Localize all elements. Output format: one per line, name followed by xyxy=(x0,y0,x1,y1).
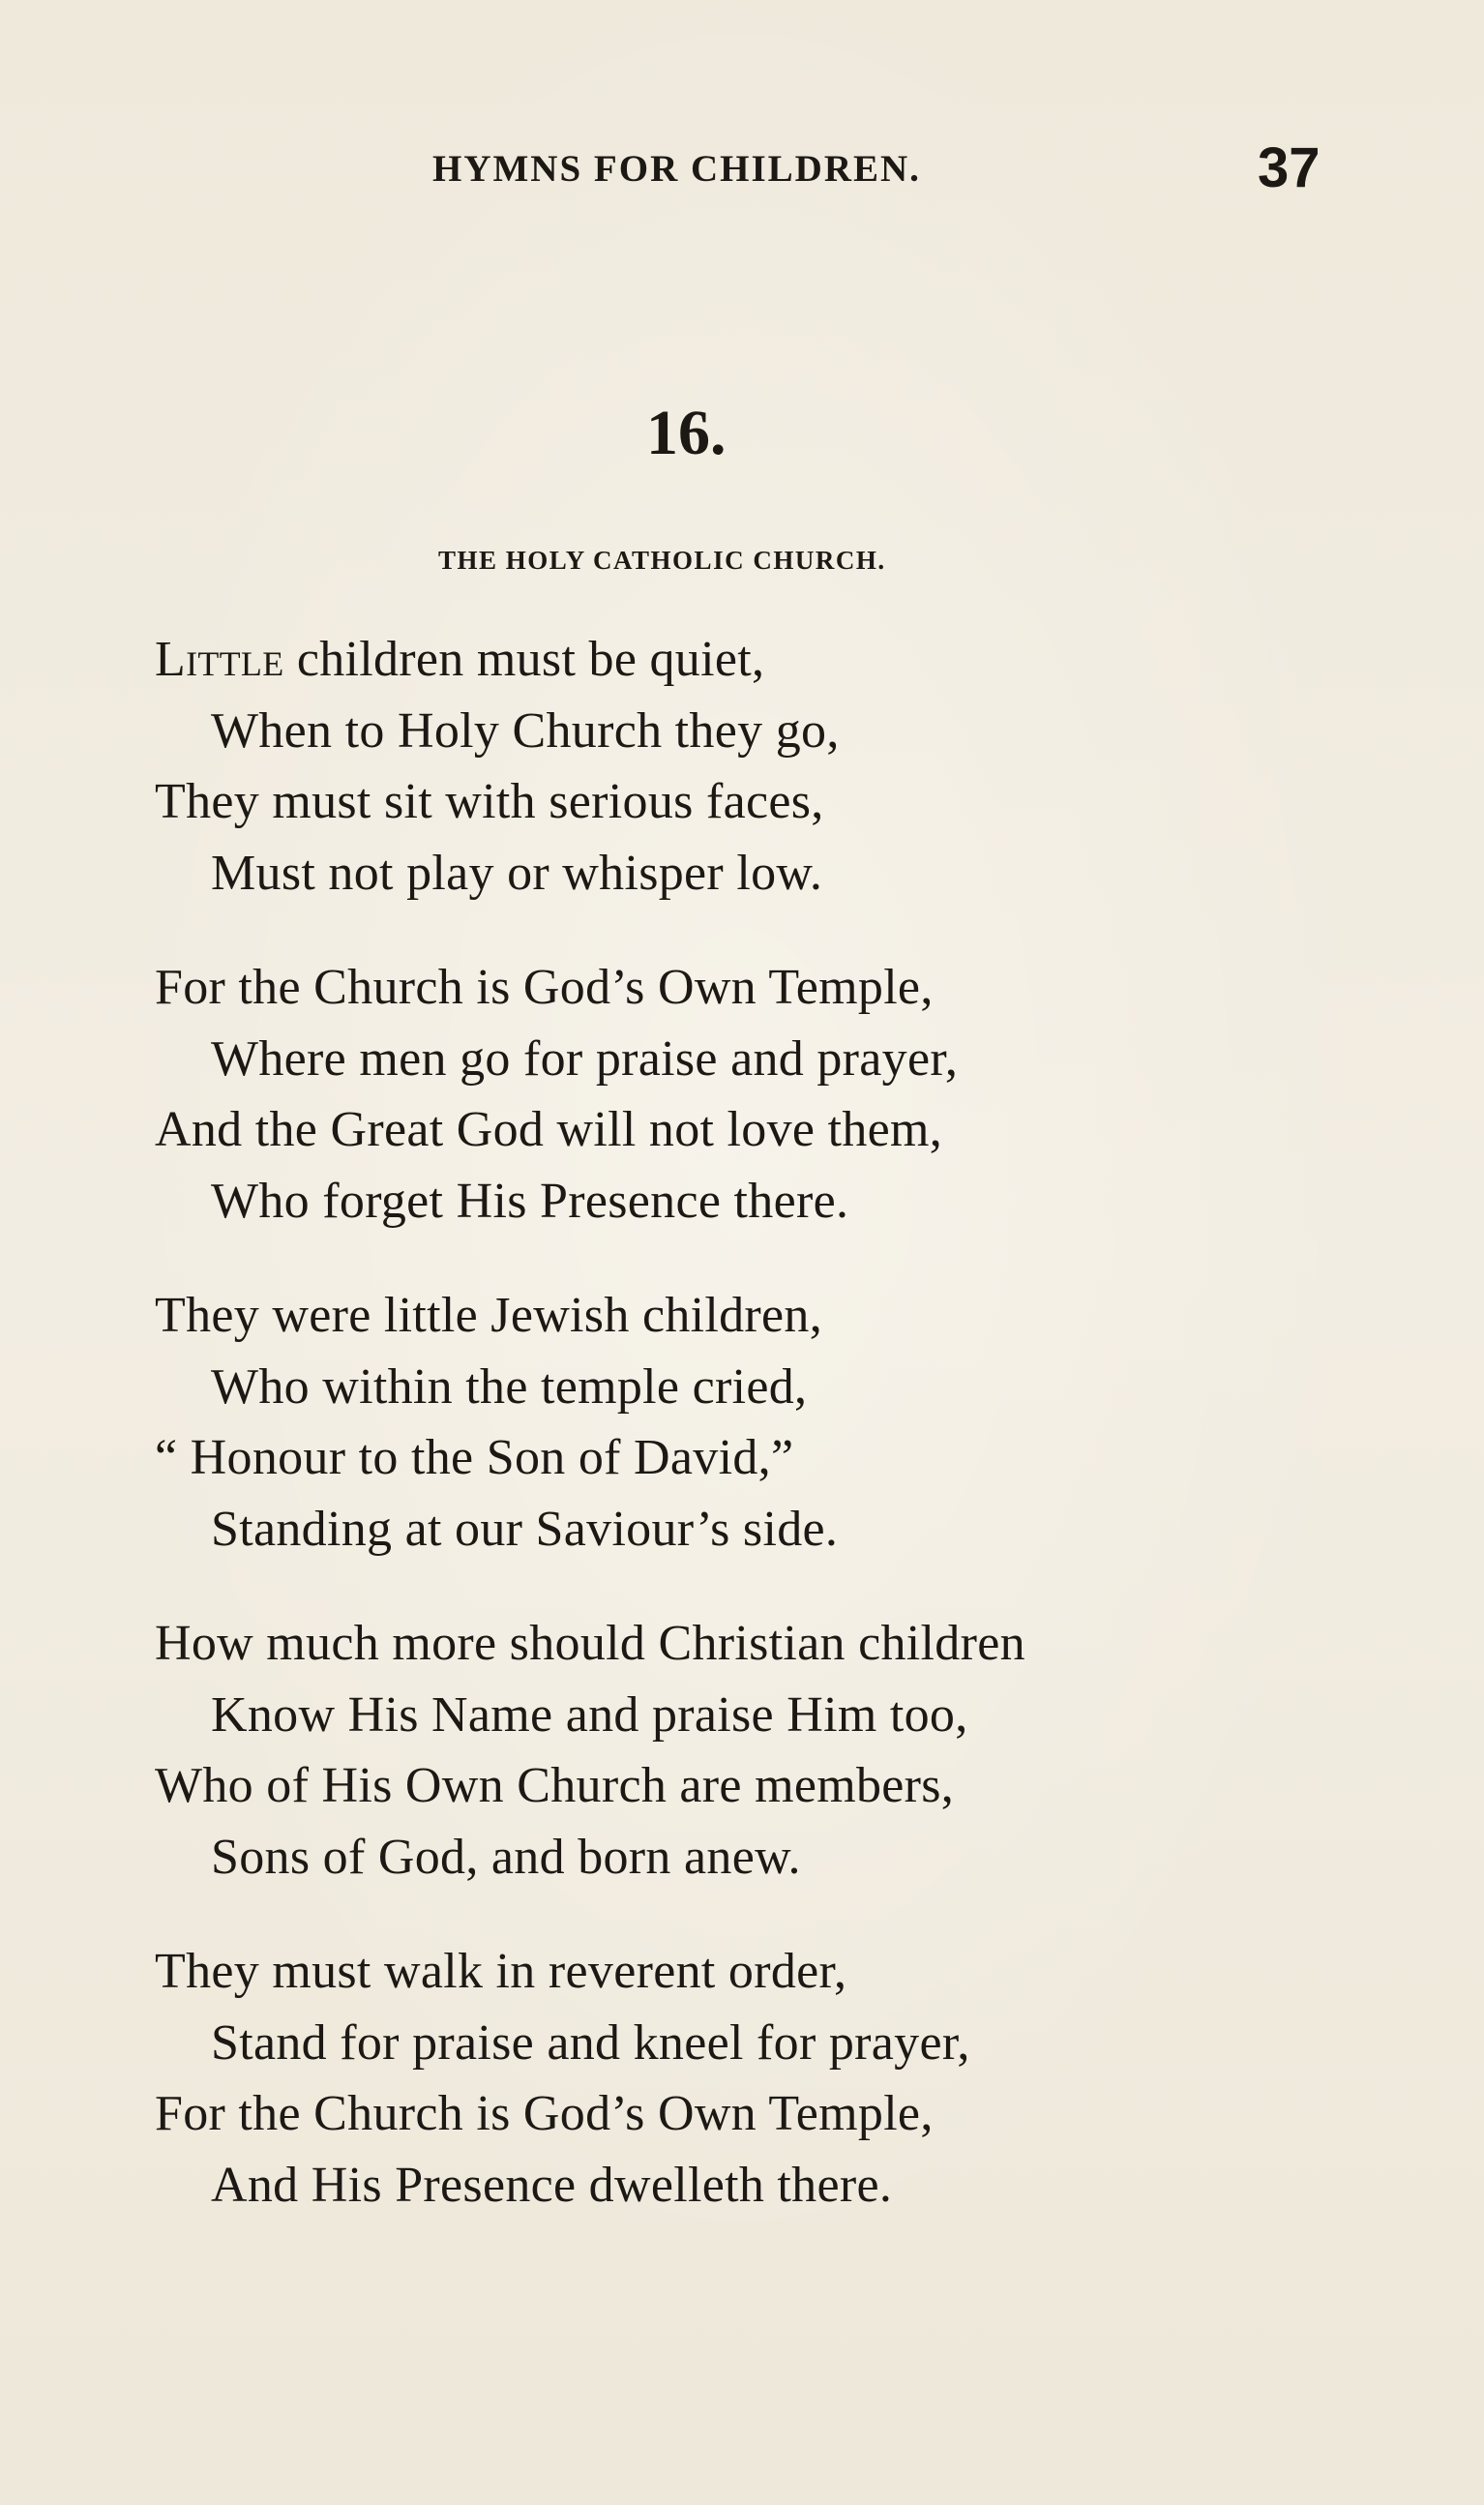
verse-line: Sons of God, and born anew. xyxy=(211,1829,801,1885)
verse-line: When to Holy Church they go, xyxy=(211,702,840,759)
stanza-2 xyxy=(155,952,1025,1237)
hymn-text xyxy=(155,624,1025,2264)
verse-line: Who forget His Presence there. xyxy=(211,1173,849,1229)
verse-line-rest: children must be quiet, xyxy=(283,632,765,687)
verse-line: Where men go for praise and prayer, xyxy=(211,1030,959,1087)
verse-line: Who within the temple cried, xyxy=(211,1358,808,1415)
verse-line: Who of His Own Church are members, xyxy=(155,1758,955,1813)
verse-line: For the Church is God’s Own Temple, xyxy=(155,960,934,1015)
stanza-5 xyxy=(155,1936,1025,2221)
drop-word: Little xyxy=(155,632,284,687)
page-number: 37 xyxy=(1258,136,1321,199)
stanza-4 xyxy=(155,1608,1025,1893)
verse-line: They must walk in reverent order, xyxy=(155,1944,847,1999)
stanza-3 xyxy=(155,1280,1025,1565)
running-head: HYMNS FOR CHILDREN. xyxy=(432,148,921,190)
verse-line: They must sit with serious faces, xyxy=(155,774,824,829)
hymn-number: 16. xyxy=(646,398,727,468)
verse-line: For the Church is God’s Own Temple, xyxy=(155,2086,934,2141)
verse-line xyxy=(155,624,1025,696)
verse-line: They were little Jewish children, xyxy=(155,1288,823,1343)
verse-line: Must not play or whisper low. xyxy=(211,845,823,901)
verse-line: Know His Name and praise Him too, xyxy=(211,1686,968,1743)
verse-line: “ Honour to the Son of David,” xyxy=(155,1430,794,1485)
verse-line: How much more should Christian children xyxy=(155,1616,1025,1671)
verse-line: And the Great God will not love them, xyxy=(155,1102,943,1157)
verse-line: Stand for praise and kneel for prayer, xyxy=(211,2014,970,2071)
verse-line: Standing at our Saviour’s side. xyxy=(211,1501,839,1557)
hymn-title: THE HOLY CATHOLIC CHURCH. xyxy=(438,546,886,575)
stanza-1 xyxy=(155,624,1025,909)
verse-line: And His Presence dwelleth there. xyxy=(211,2157,893,2213)
